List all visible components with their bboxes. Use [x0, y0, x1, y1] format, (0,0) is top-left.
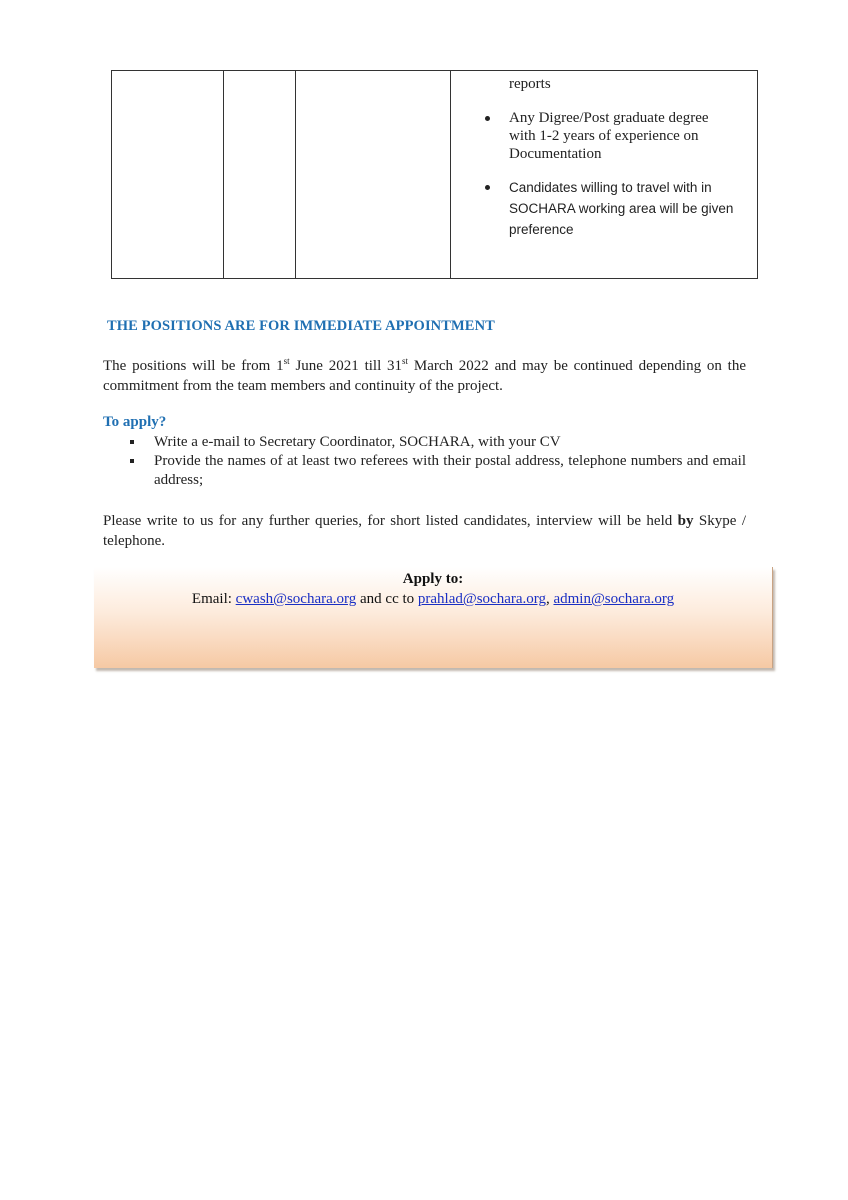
immediate-appointment-heading: THE POSITIONS ARE FOR IMMEDIATE APPOINTMENT	[107, 318, 495, 334]
requirement-item-travel: Candidates willing to travel with in SOCHARA working area will be given preference	[451, 177, 757, 240]
queries-paragraph: Please write to us for any further queries, for short listed candidates, interview will be held by Skype / telephone.	[103, 513, 746, 549]
to-apply-heading: To apply?	[103, 414, 167, 430]
apply-to-box	[94, 567, 773, 668]
to-apply-item-email: Write a e-mail to Secretary Coordinator, SOCHARA, with your CV	[103, 433, 746, 452]
table-cell-empty-2	[224, 71, 296, 279]
to-apply-item-referees: Provide the names of at least two referees with their postal address, telephone numbers and email address;	[103, 452, 746, 490]
table-cell-empty-3	[296, 71, 451, 279]
email-link-admin[interactable]: admin@sochara.org	[553, 591, 675, 607]
to-apply-list	[103, 433, 746, 490]
requirement-item-degree: Any Digree/Post graduate degree with 1-2 years of experience on Documentation	[451, 109, 757, 163]
requirement-continued-text: reports	[509, 76, 551, 92]
table-row	[112, 71, 758, 279]
apply-emails-line: Email: cwash@sochara.org and cc to prahlad@sochara.org, admin@sochara.org	[191, 591, 675, 607]
requirements-list	[451, 75, 757, 240]
requirements-table	[111, 70, 758, 279]
period-paragraph: The positions will be from 1st June 2021 till 31st March 2022 and may be continued depending on the commitment from the team members and continuity of the project.	[103, 356, 747, 394]
table-cell-empty-1	[112, 71, 224, 279]
email-link-cwash[interactable]: cwash@sochara.org	[235, 591, 357, 607]
email-link-prahlad[interactable]: prahlad@sochara.org	[417, 591, 546, 607]
apply-to-title: Apply to:	[402, 571, 464, 587]
table-cell-requirements	[451, 71, 758, 279]
